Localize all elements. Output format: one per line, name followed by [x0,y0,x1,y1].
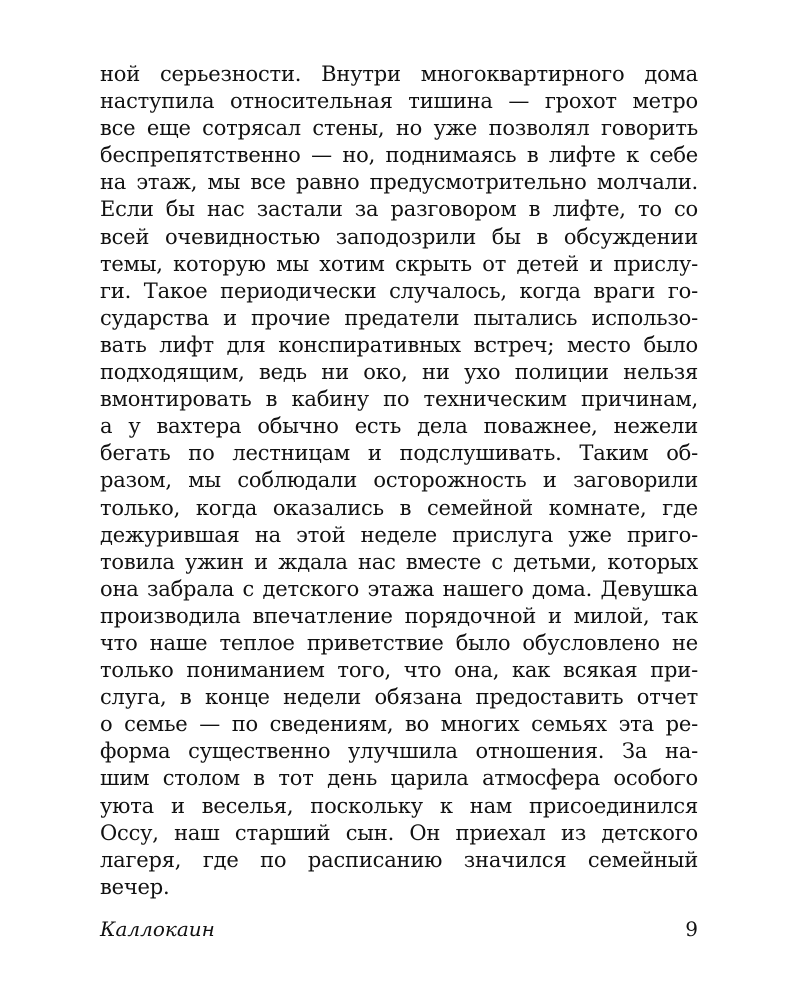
body-text [100,61,698,901]
text-line: товила ужин и ждала нас вместе с детьми, которых [100,549,698,574]
text-line: темы, которую мы хотим скрыть от детей и прислу- [100,251,698,276]
text-line: дежурившая на этой неделе прислуга уже приго- [100,522,698,547]
text-line: что наше теплое приветствие было обусловлено не [100,630,698,655]
text-line: производила впечатление порядочной и милой, так [100,603,698,628]
text-line: ги. Такое периодически случалось, когда враги го- [100,278,698,303]
text-line: слуга, в конце недели обязана предоставить отчет [100,685,698,710]
text-line-last: вечер. [100,874,170,899]
text-line: наступила относительная тишина — грохот метро [100,89,698,114]
text-line: подходящим, ведь ни око, ни ухо полиции нельзя [100,360,698,385]
text-line: шим столом в тот день царила атмосфера особого [100,766,698,791]
text-line: Оссу, наш старший сын. Он приехал из детского [100,820,698,845]
text-line: лагеря, где по расписанию значился семейный [100,847,698,872]
text-line: уюта и веселья, поскольку к нам присоединился [100,793,698,818]
text-line: Если бы нас застали за разговором в лифте, то со [100,197,698,222]
text-line: беспрепятственно — но, поднимаясь в лифте к себе [100,143,698,168]
text-line: вмонтировать в кабину по техническим причинам, [100,387,698,412]
running-title: Каллокаин [100,917,215,941]
page-number: 9 [685,917,698,941]
text-line: только пониманием того, что она, как всякая при- [100,658,698,683]
text-line: бегать по лестницам и подслушивать. Таким об- [100,441,698,466]
text-line: разом, мы соблюдали осторожность и заговорили [100,468,698,493]
text-line: на этаж, мы все равно предусмотрительно молчали. [100,170,698,195]
page-footer [100,914,698,944]
text-line: всей очевидностью заподозрили бы в обсуждении [100,224,698,249]
text-line: все еще сотрясал стены, но уже позволял говорить [100,116,698,141]
text-line: вать лифт для конспиративных встреч; место было [100,332,698,357]
text-line: сударства и прочие предатели пытались использо- [100,305,698,330]
text-line: о семье — по сведениям, во многих семьях эта ре- [100,712,698,737]
text-line: форма существенно улучшила отношения. За на- [100,739,698,764]
text-line: только, когда оказались в семейной комнате, где [100,495,698,520]
text-line: она забрала с детского этажа нашего дома. Девушка [100,576,698,601]
text-line: а у вахтера обычно есть дела поважнее, нежели [100,414,698,439]
text-line: ной серьезности. Внутри многоквартирного дома [100,62,698,86]
